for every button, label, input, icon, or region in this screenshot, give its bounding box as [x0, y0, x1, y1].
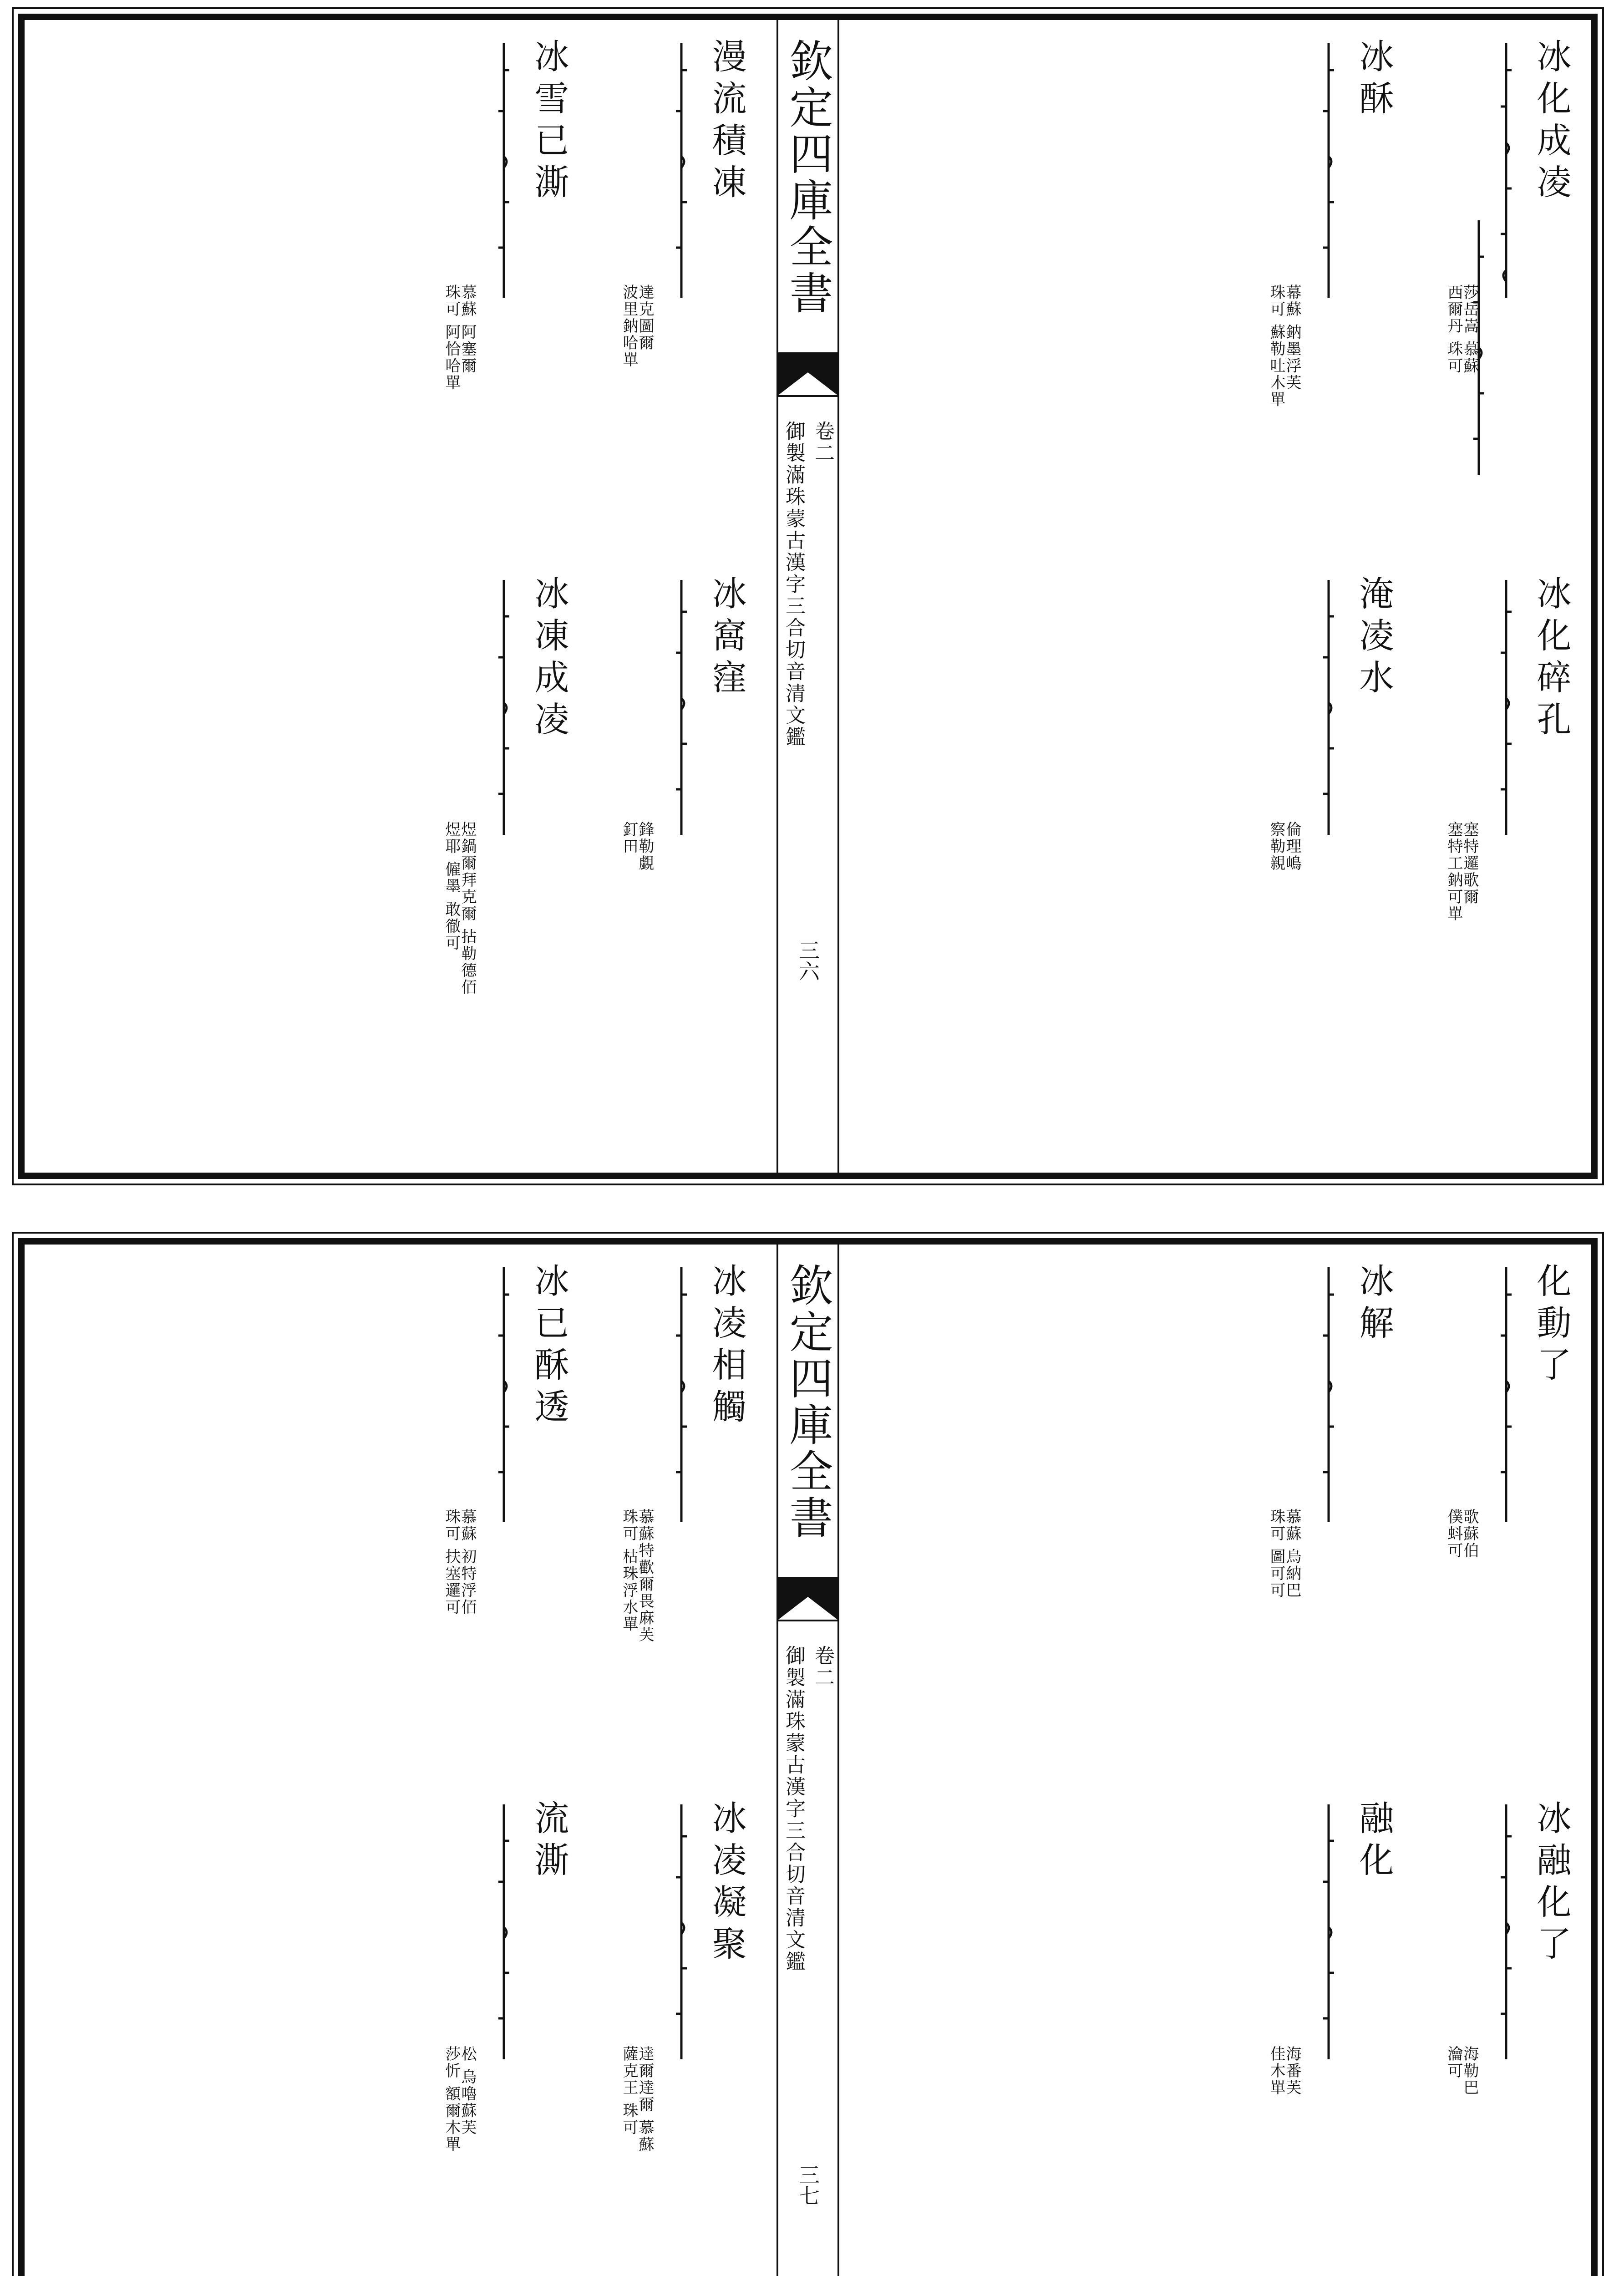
- phonetic-gloss: 歌蘇伯: [1461, 1509, 1479, 1559]
- manchu-script: [496, 43, 512, 298]
- dictionary-entry: [621, 1791, 757, 2276]
- phonetic-gloss: 達克圖爾: [636, 284, 654, 351]
- dictionary-entry: [621, 1254, 757, 1777]
- entry-headword: 融化: [1354, 1800, 1394, 1884]
- phonetic-gloss: 珠可 蘇勒吐木單: [1267, 284, 1285, 408]
- bottom-left-half: [34, 1254, 757, 2276]
- book-title: 欽定四庫全書: [782, 38, 833, 317]
- dictionary-entry: [1268, 29, 1405, 553]
- phonetic-gloss: 珠可 扶塞邏可: [442, 1509, 461, 1616]
- manchu-script: [1498, 43, 1514, 298]
- phonetic-gloss: 珠可 阿恰哈單: [442, 284, 461, 391]
- fishtail-mark: [778, 352, 837, 397]
- dictionary-entry: [443, 1254, 580, 1777]
- entry-headword: 冰已酥透: [529, 1263, 569, 1430]
- dictionary-title: 御製滿珠蒙古漢字三合切音清文鑑: [782, 421, 805, 748]
- dictionary-entry: [1268, 1791, 1405, 2276]
- phonetic-gloss: 煜耶 僱墨 敢徹可: [442, 821, 461, 952]
- entry-headword: 冰解: [1354, 1263, 1394, 1346]
- entry-headword: 冰凌凝聚: [706, 1800, 747, 1967]
- manchu-script: [1498, 1804, 1514, 2059]
- phonetic-gloss: 西爾丹 珠可: [1445, 284, 1463, 375]
- phonetic-gloss: 僕蚪可: [1445, 1509, 1463, 1559]
- phonetic-gloss: 莎岳嵩 慕蘇: [1461, 284, 1479, 375]
- entry-headword: 冰酥: [1354, 38, 1394, 122]
- phonetic-gloss: 佳木單: [1267, 2046, 1285, 2096]
- manchu-script: [1321, 580, 1336, 835]
- dictionary-entry: [443, 566, 580, 1090]
- phonetic-gloss: 瀹可: [1445, 2046, 1463, 2079]
- dictionary-title: 御製滿珠蒙古漢字三合切音清文鑑: [782, 1645, 805, 1973]
- phonetic-gloss: 鋒勒覷: [636, 821, 654, 872]
- manchu-script: [1498, 580, 1514, 835]
- phonetic-gloss: 松 烏嚕蘇芙: [458, 2046, 477, 2136]
- manchu-script: [1321, 1804, 1336, 2059]
- top-right-half: [858, 29, 1582, 1163]
- phonetic-gloss: 波里鈉哈單: [620, 284, 638, 368]
- dictionary-entry: [443, 29, 580, 553]
- phonetic-gloss: 慕蘇 阿塞爾: [458, 284, 477, 375]
- manchu-script: [674, 580, 689, 835]
- manchu-script: [674, 1267, 689, 1522]
- phonetic-gloss: 煜鍋爾拜克爾 拈勒德佰: [458, 821, 477, 996]
- phonetic-gloss: 察勒親: [1267, 821, 1285, 872]
- phonetic-gloss: 慕蘇特歡爾畏麻芙: [636, 1509, 654, 1643]
- entry-headword: 冰雪已澌: [529, 38, 569, 206]
- dictionary-entry: [621, 29, 757, 553]
- entry-headword: 冰凌相觸: [706, 1263, 747, 1430]
- entry-headword: 淹凌水: [1354, 575, 1394, 701]
- volume-label: 卷二: [811, 1645, 834, 1689]
- book-title: 欽定四庫全書: [782, 1263, 833, 1541]
- leaf-number: 三六: [796, 940, 820, 981]
- manchu-script: [1321, 43, 1336, 298]
- phonetic-gloss: 塞特邏歌爾: [1461, 821, 1479, 905]
- bottom-page-frame: [18, 1238, 1598, 2276]
- top-page-gutter: [776, 20, 839, 1173]
- entry-headword: 漫流積凍: [706, 38, 747, 206]
- phonetic-gloss: 幕蘇 鈉墨浮芙: [1283, 284, 1301, 391]
- entry-headword: 冰窩窪: [706, 575, 747, 701]
- volume-label: 卷二: [811, 421, 834, 464]
- phonetic-gloss: 海番芙: [1283, 2046, 1301, 2096]
- manchu-script: [674, 1804, 689, 2059]
- entry-headword: 冰化成凌: [1531, 38, 1572, 206]
- entry-headword: 化動了: [1531, 1263, 1572, 1388]
- dictionary-entry: [1446, 1791, 1582, 2276]
- sub-title: [779, 1645, 837, 1973]
- dictionary-entry: [1268, 566, 1405, 1090]
- manchu-script: [496, 580, 512, 835]
- manchu-script: [1321, 1267, 1336, 1522]
- phonetic-gloss: 珠可 圖可可: [1267, 1509, 1285, 1599]
- phonetic-gloss: 莎忻 額爾木單: [442, 2046, 461, 2153]
- phonetic-gloss: 海勒巴: [1461, 2046, 1479, 2096]
- fishtail-mark: [778, 1577, 837, 1621]
- manchu-script: [674, 43, 689, 298]
- phonetic-gloss: 達爾達爾 慕蘇: [636, 2046, 654, 2153]
- bottom-page-gutter: [776, 1245, 839, 2276]
- dictionary-entry: [1446, 566, 1582, 1090]
- dictionary-entry: [621, 566, 757, 1090]
- sub-title: [779, 421, 837, 748]
- manchu-script: [1498, 1267, 1514, 1522]
- phonetic-gloss: 倫理嶋: [1283, 821, 1301, 872]
- bottom-right-half: [858, 1254, 1582, 2276]
- entry-headword: 冰凍成凌: [529, 575, 569, 743]
- top-page-frame: [18, 14, 1598, 1179]
- dictionary-entry: [1446, 29, 1582, 553]
- phonetic-gloss: 珠可 枯珠浮水單: [620, 1509, 638, 1633]
- phonetic-gloss: 薩克王 珠可: [620, 2046, 638, 2136]
- dictionary-entry: [1446, 1254, 1582, 1777]
- top-left-half: [34, 29, 757, 1163]
- entry-headword: 冰化碎孔: [1531, 575, 1572, 743]
- entry-headword: 流澌: [529, 1800, 569, 1884]
- phonetic-gloss: 釘田: [620, 821, 638, 855]
- phonetic-gloss: 慕蘇 烏納巴: [1283, 1509, 1301, 1599]
- phonetic-gloss: 慕蘇 初特浮佰: [458, 1509, 477, 1616]
- manchu-script: [496, 1804, 512, 2059]
- manchu-script: [496, 1267, 512, 1522]
- dictionary-entry: [443, 1791, 580, 2276]
- leaf-number: 三七: [796, 2164, 820, 2206]
- phonetic-gloss: 塞特工鈉可單: [1445, 821, 1463, 922]
- dictionary-entry: [1268, 1254, 1405, 1777]
- entry-headword: 冰融化了: [1531, 1800, 1572, 1967]
